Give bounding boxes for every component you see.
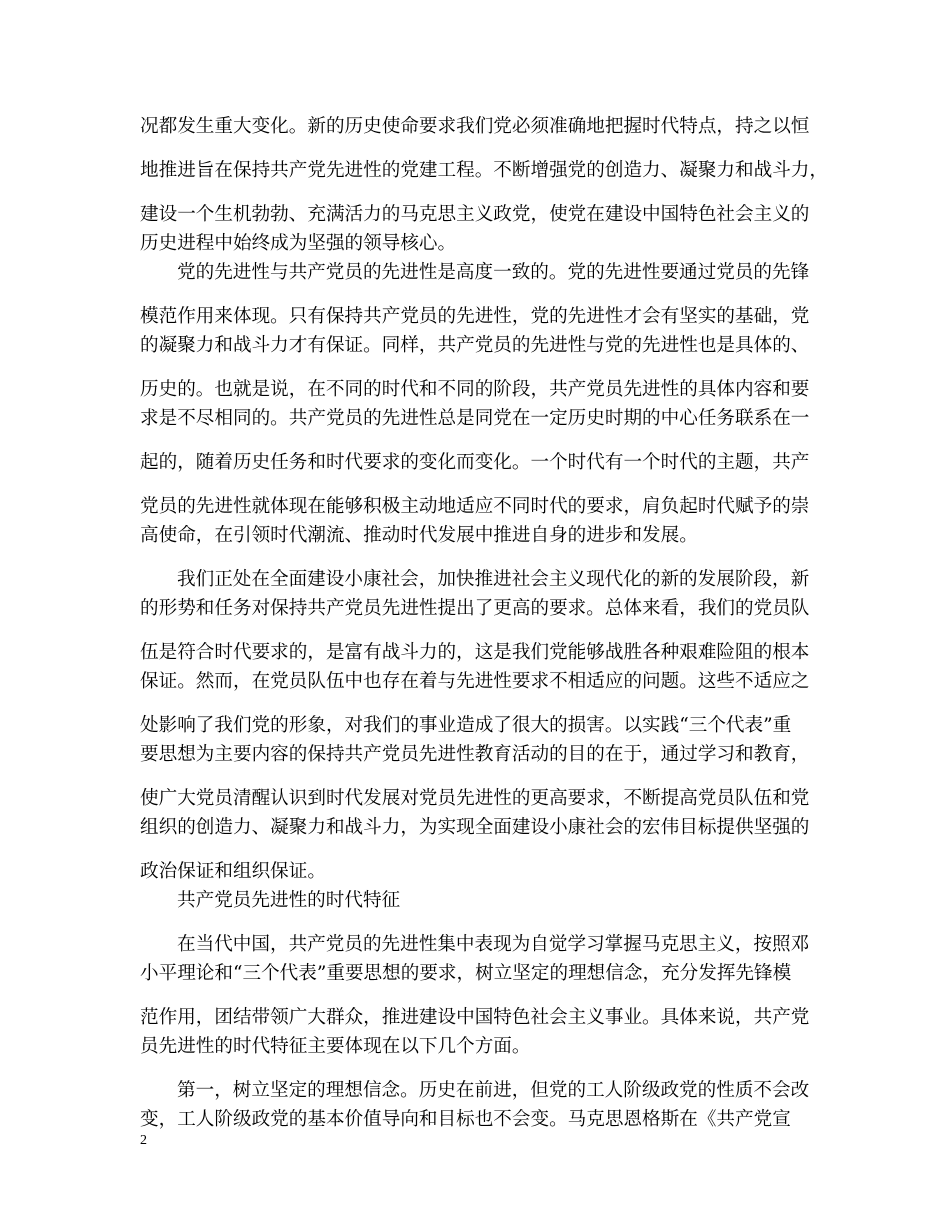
page-number: 2 bbox=[140, 1133, 147, 1148]
text-line: 变，工人阶级政党的基本价值导向和目标也不会变。马克思恩格斯在《共产党宣 bbox=[140, 1109, 791, 1130]
text-line: 处影响了我们党的形象，对我们的事业造成了很大的损害。以实践“三个代表”重 bbox=[140, 715, 792, 736]
text-line: 党员的先进性就体现在能够积极主动地适应不同时代的要求，肩负起时代赋予的崇 bbox=[140, 496, 810, 517]
text-line: 要思想为主要内容的保持共产党员先进性教育活动的目的在于，通过学习和教育， bbox=[140, 744, 810, 765]
text-line: 的凝聚力和战斗力才有保证。同样，共产党员的先进性与党的先进性也是具体的、 bbox=[140, 335, 810, 356]
text-line: 范作用，团结带领广大群众，推进建设中国特色社会主义事业。具体来说，共产党 bbox=[140, 1007, 810, 1028]
text-line: 建设一个生机勃勃、充满活力的马克思主义政党，使党在建设中国特色社会主义的 bbox=[140, 204, 810, 225]
text-line: 伍是符合时代要求的，是富有战斗力的，这是我们党能够战胜各种艰难险阻的根本 bbox=[140, 642, 810, 663]
text-line: 高使命，在引领时代潮流、推动时代发展中推进自身的进步和发展。 bbox=[140, 525, 698, 546]
text-line: 政治保证和组织保证。 bbox=[140, 861, 326, 882]
text-line: 起的，随着历史任务和时代要求的变化而变化。一个时代有一个时代的主题，共产 bbox=[140, 452, 810, 473]
text-line: 模范作用来体现。只有保持共产党员的先进性，党的先进性才会有坚实的基础，党 bbox=[140, 306, 810, 327]
text-line: 况都发生重大变化。新的历史使命要求我们党必须准确地把握时代特点，持之以恒 bbox=[140, 116, 810, 137]
text-line: 小平理论和“三个代表”重要思想的要求，树立坚定的理想信念，充分发挥先锋模 bbox=[140, 963, 792, 984]
text-line: 在当代中国，共产党员的先进性集中表现为自觉学习掌握马克思主义，按照邓 bbox=[177, 934, 810, 955]
text-line: 我们正处在全面建设小康社会，加快推进社会主义现代化的新的发展阶段，新 bbox=[177, 569, 810, 590]
text-line: 员先进性的时代特征主要体现在以下几个方面。 bbox=[140, 1036, 531, 1057]
text-line: 的形势和任务对保持共产党员先进性提出了更高的要求。总体来看，我们的党员队 bbox=[140, 598, 810, 619]
text-line: 地推进旨在保持共产党先进性的党建工程。不断增强党的创造力、凝聚力和战斗力， bbox=[140, 160, 828, 181]
text-line: 党的先进性与共产党员的先进性是高度一致的。党的先进性要通过党员的先锋 bbox=[177, 262, 810, 283]
section-heading: 共产党员先进性的时代特征 bbox=[177, 890, 401, 911]
text-line: 第一，树立坚定的理想信念。历史在前进，但党的工人阶级政党的性质不会改 bbox=[177, 1080, 810, 1101]
text-line: 保证。然而，在党员队伍中也存在着与先进性要求不相适应的问题。这些不适应之 bbox=[140, 671, 810, 692]
text-line: 使广大党员清醒认识到时代发展对党员先进性的更高要求，不断提高党员队伍和党 bbox=[140, 788, 810, 809]
text-line: 历史进程中始终成为坚强的领导核心。 bbox=[140, 233, 457, 254]
text-line: 历史的。也就是说，在不同的时代和不同的阶段，共产党员先进性的具体内容和要 bbox=[140, 379, 810, 400]
text-line: 组织的创造力、凝聚力和战斗力，为实现全面建设小康社会的宏伟目标提供坚强的 bbox=[140, 817, 810, 838]
text-line: 求是不尽相同的。共产党员的先进性总是同党在一定历史时期的中心任务联系在一 bbox=[140, 408, 810, 429]
